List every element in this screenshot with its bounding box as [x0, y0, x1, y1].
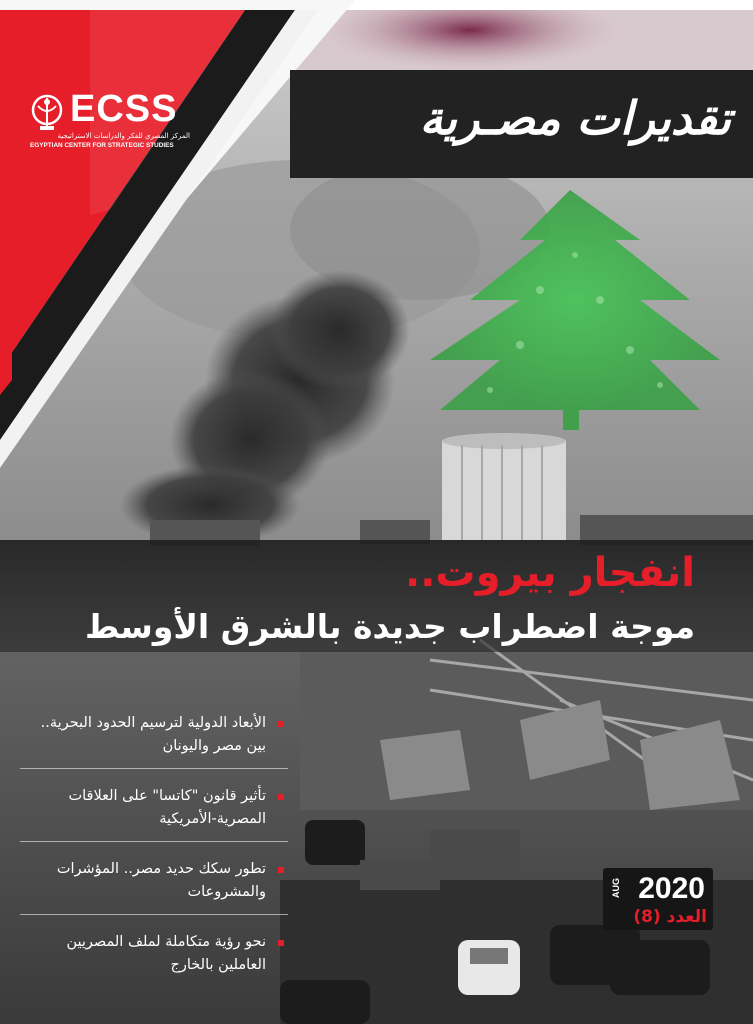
article-list	[20, 706, 288, 997]
bullet-square-icon	[278, 940, 284, 946]
article-title: نحو رؤية متكاملة لملف المصريين العاملين بالخارج	[66, 934, 266, 973]
article-title: تأثير قانون "كاتسا" على العلاقات المصرية-الأمريكية	[68, 788, 266, 827]
article-title: الأبعاد الدولية لترسيم الحدود البحرية.. بين مصر واليونان	[40, 715, 266, 754]
bullet-square-icon	[278, 867, 284, 873]
magazine-title: تقديرات مصـرية	[419, 91, 731, 145]
headline-main: انفجار بيروت..	[405, 550, 695, 596]
logo-wordmark: ECSS	[70, 88, 178, 130]
logo-subtitle-english: EGYPTIAN CENTER FOR STRATEGIC STUDIES	[30, 142, 174, 149]
issue-month: AUG	[611, 878, 621, 898]
issue-info	[603, 868, 713, 930]
bullet-square-icon	[278, 721, 284, 727]
article-item	[20, 925, 288, 987]
bullet-square-icon	[278, 794, 284, 800]
ecss-emblem-icon	[30, 92, 64, 132]
ecss-logo	[30, 86, 190, 156]
issue-number: العدد (8)	[633, 907, 707, 927]
issue-year: 2020	[638, 872, 705, 905]
article-item	[20, 706, 288, 769]
article-item	[20, 779, 288, 842]
headline-sub: موجة اضطراب جديدة بالشرق الأوسط	[85, 607, 695, 646]
article-title: تطور سكك حديد مصر.. المؤشرات والمشروعات	[56, 861, 266, 900]
article-item	[20, 852, 288, 915]
logo-subtitle-arabic: المركز المصري للفكر والدراسات الاستراتيجية	[57, 132, 190, 140]
